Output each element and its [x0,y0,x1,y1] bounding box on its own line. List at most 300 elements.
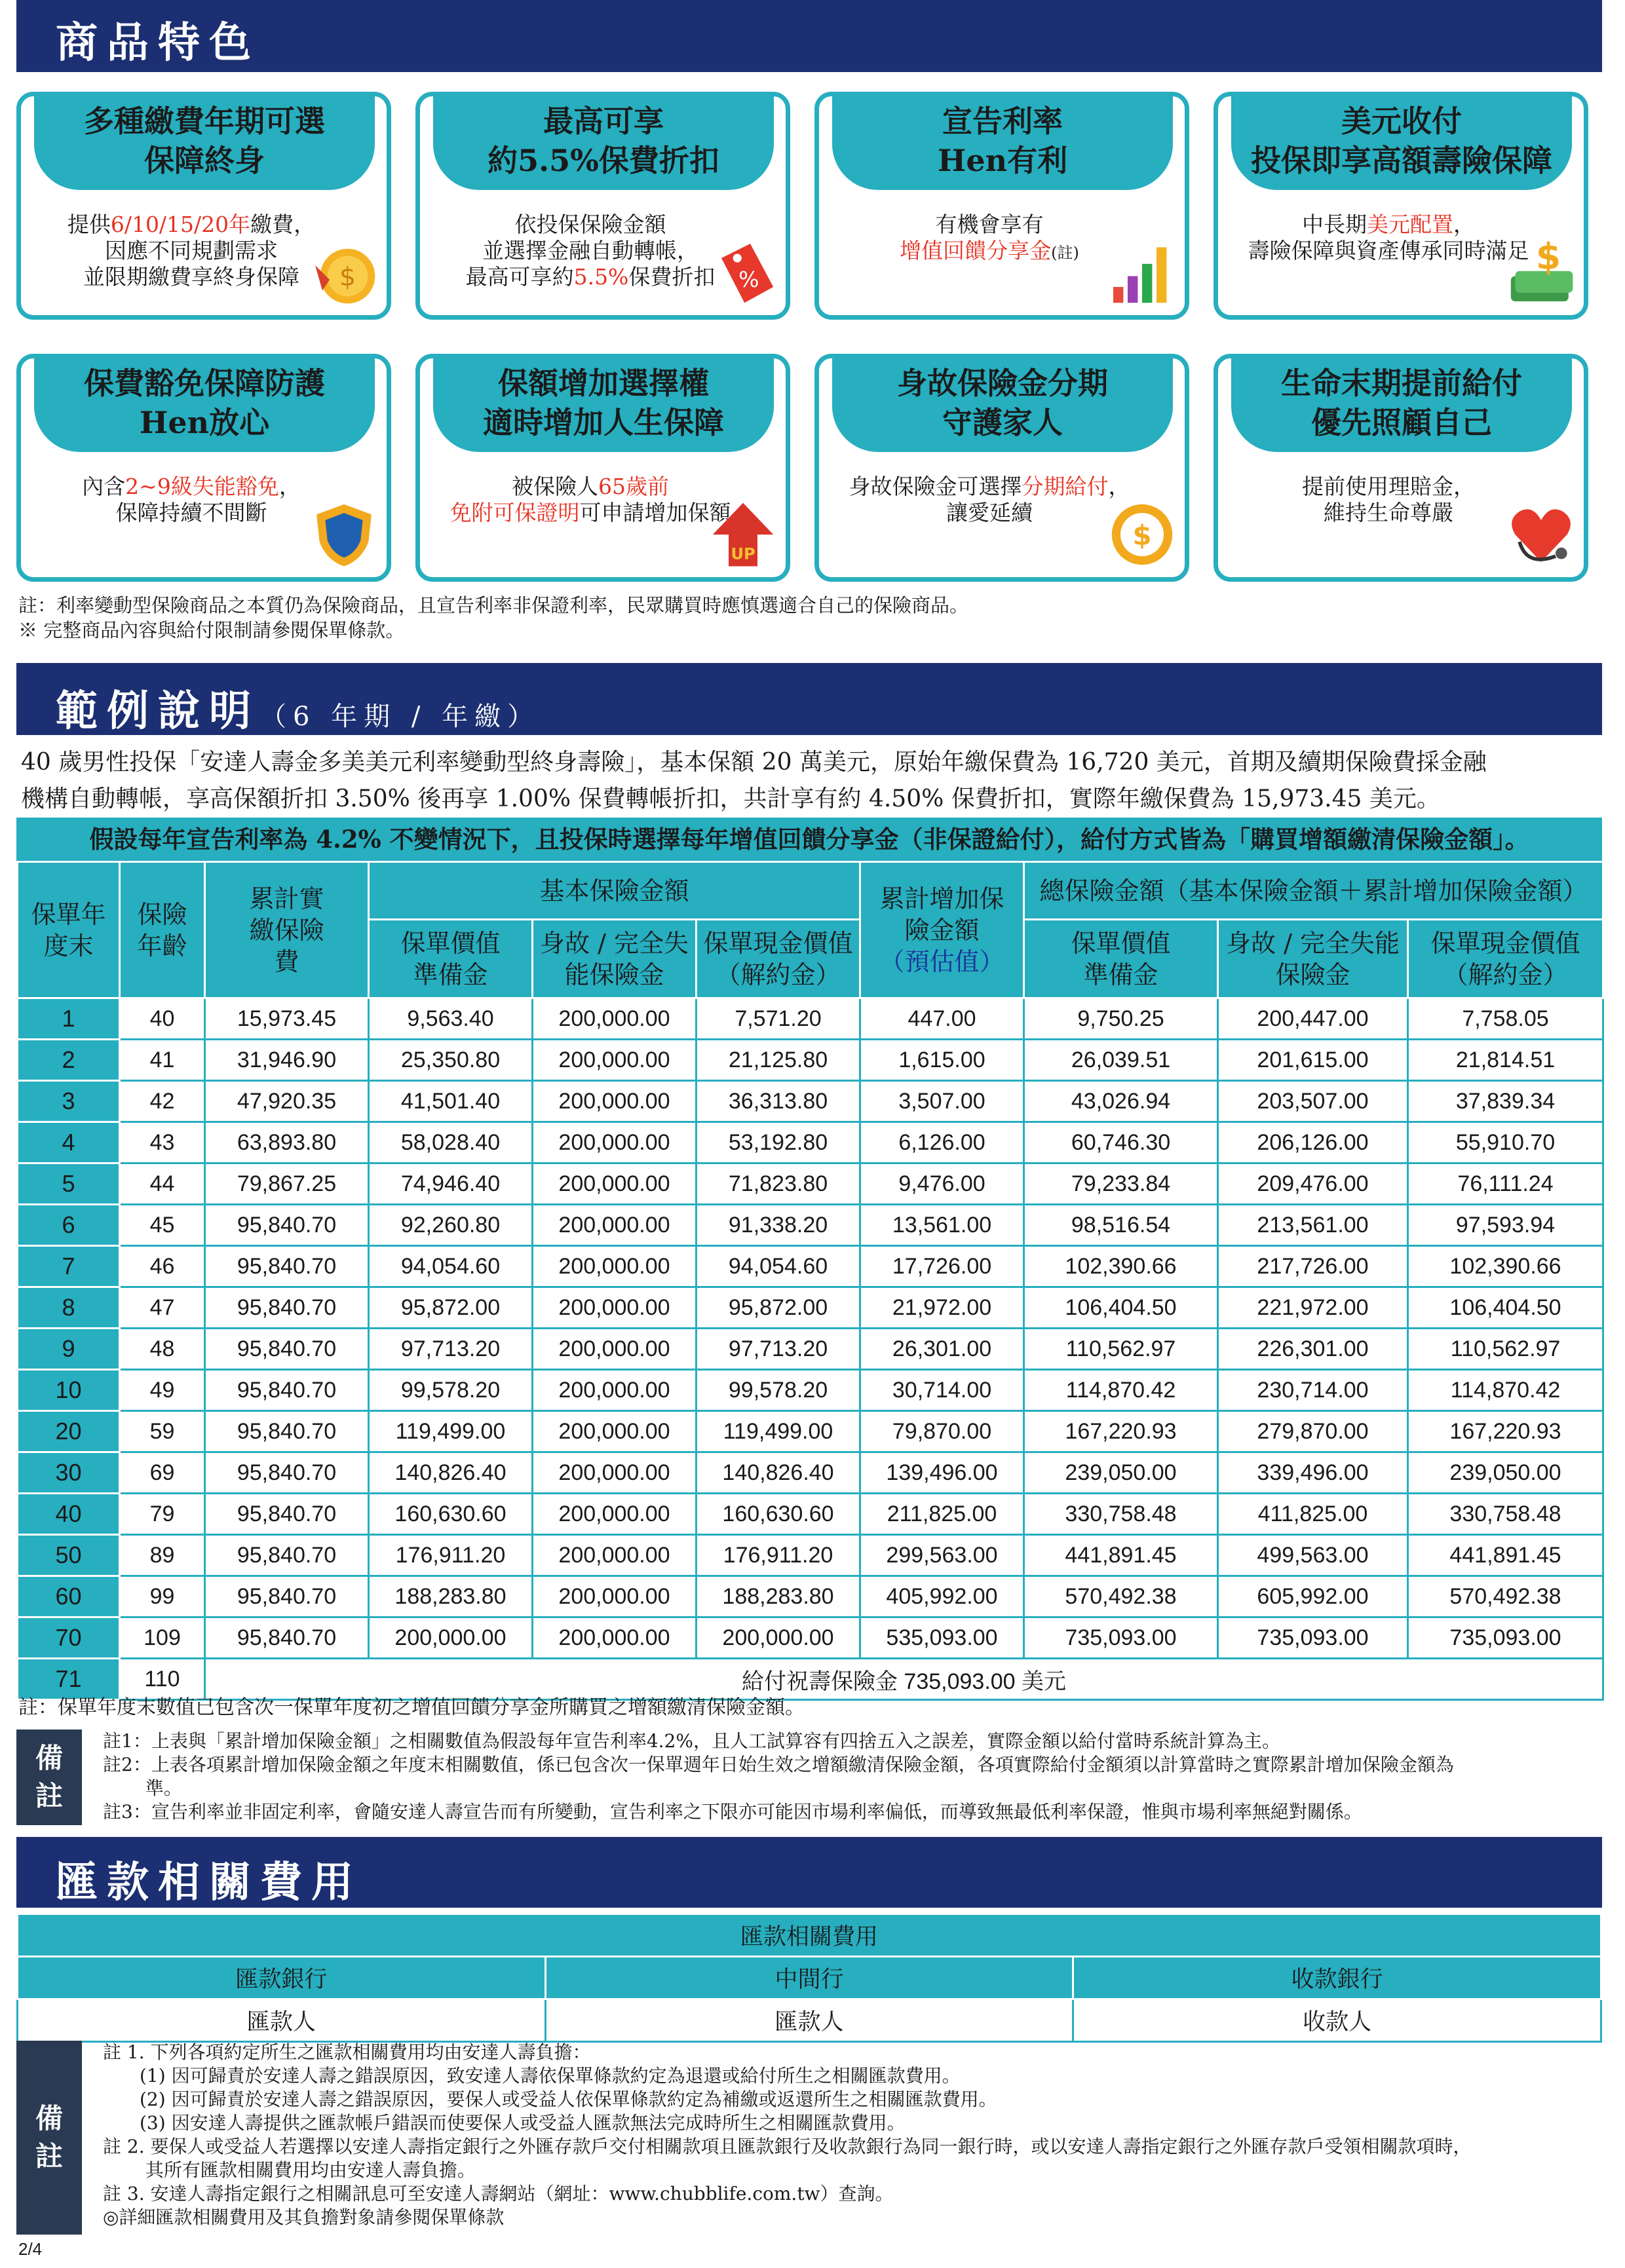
value-cell: 95,840.70 [205,1411,369,1452]
bar-chart-icon [1106,236,1178,309]
value-cell: 41,501.40 [369,1081,533,1122]
example-section-title [56,677,540,738]
table-row [18,998,1603,1040]
value-cell: 55,910.70 [1408,1122,1603,1163]
remark2-line: (2) 因可歸責於安達人壽之錯誤原因，要保人或受益人依保單條款約定為補繳或返還所生之相關匯款費用。 [103,2088,997,2110]
value-cell: 53,192.80 [697,1122,860,1163]
value-cell: 114,870.42 [1408,1370,1603,1411]
dollar-cash-icon [1505,236,1577,309]
feature-card-title-line: 身故保險金分期 [897,366,1108,401]
col-header-age: 保險年齡 [120,862,205,998]
highlight-text: 免附可保證明 [449,500,580,525]
value-cell: 25,350.80 [369,1040,533,1081]
value-cell: 9,750.25 [1024,998,1218,1040]
value-cell: 735,093.00 [1024,1617,1218,1659]
highlight-text: 6/10/15/20年 [110,212,251,237]
feature-card-body-line: 中長期美元配置， [1302,212,1475,237]
value-cell: 106,404.50 [1408,1287,1603,1329]
value-cell: 447.00 [860,998,1024,1040]
value-cell: 209,476.00 [1218,1163,1408,1205]
remarks-box-1 [16,1729,1602,1828]
table-row [18,1329,1603,1370]
col-header-basic-reserve: 保單價值準備金 [369,920,533,998]
remark1-line: 註3：宣告利率並非固定利率，會隨安達人壽宣告而有所變動，宣告利率之下限亦可能因市場利率偏低，而導致無最低利率保證，惟與市場利率無絕對關係。 [103,1801,1362,1823]
feature-card-title-line: 美元收付 [1341,104,1462,139]
feature-note-2: ※ 完整商品內容與給付限制請參閱保單條款。 [18,619,405,641]
feature-card-body-line: 被保險人65歲前 [512,474,669,499]
feature-card [814,92,1189,320]
age-cell: 59 [120,1411,205,1452]
value-cell: 15,973.45 [205,998,369,1040]
feature-card-body-line: 讓愛延續 [946,500,1033,525]
value-cell: 200,000.00 [533,1411,697,1452]
value-cell: 7,758.05 [1408,998,1603,1040]
col-header-basic-amount: 基本保險金額 [369,862,860,920]
value-cell: 570,492.38 [1024,1576,1218,1617]
age-cell: 79 [120,1494,205,1535]
value-cell: 97,713.20 [369,1329,533,1370]
col-header-total-amount: 總保險金額（基本保險金額＋累計增加保險金額） [1024,862,1603,920]
svg-text:$: $ [339,261,356,292]
value-cell: 43,026.94 [1024,1081,1218,1122]
feature-card-body-line: 有機會享有 [935,212,1044,237]
svg-text:$: $ [1535,236,1561,278]
age-cell: 46 [120,1246,205,1287]
heart-stethoscope-icon [1505,499,1577,571]
value-cell: 160,630.60 [697,1494,860,1535]
feature-card-body-line: 因應不同規劃需求 [105,238,278,263]
policy-year-cell: 1 [18,998,120,1040]
value-cell: 735,093.00 [1218,1617,1408,1659]
value-cell: 339,496.00 [1218,1452,1408,1494]
value-cell: 106,404.50 [1024,1287,1218,1329]
value-cell: 97,713.20 [697,1329,860,1370]
value-cell: 97,593.94 [1408,1205,1603,1246]
feature-card [1214,354,1588,582]
policy-year-cell: 9 [18,1329,120,1370]
remark1-line: 註1：上表與「累計增加保險金額」之相關數值為假設每年宣告利率4.2%，且人工試算容有四捨五入之誤差，實際金額以給付當時系統計算為主。 [103,1730,1280,1752]
value-cell: 570,492.38 [1408,1576,1603,1617]
feature-card-body [839,474,1140,526]
age-cell: 44 [120,1163,205,1205]
value-cell: 110,562.97 [1024,1329,1218,1370]
maturity-benefit-cell: 給付祝壽保險金 735,093.00 美元 [205,1659,1603,1700]
value-cell: 17,726.00 [860,1246,1024,1287]
value-cell: 200,000.00 [533,1329,697,1370]
age-cell: 89 [120,1535,205,1576]
feature-card-title-line: 適時增加人生保障 [483,405,724,440]
feature-card-title-line: 投保即享高額壽險保障 [1251,143,1552,178]
col-header-cumulative-premium: 累計實繳保險費 [205,862,369,998]
feature-card-body [440,474,741,526]
value-cell: 119,499.00 [369,1411,533,1452]
value-cell: 200,000.00 [533,998,697,1040]
value-cell: 95,840.70 [205,1535,369,1576]
table-row [18,1122,1603,1163]
value-cell: 21,814.51 [1408,1040,1603,1081]
age-cell: 110 [120,1659,205,1700]
value-cell: 330,758.48 [1408,1494,1603,1535]
value-cell: 92,260.80 [369,1205,533,1246]
remark2-line: (3) 因安達人壽提供之匯款帳戶錯誤而使要保人或受益人匯款無法完成時所生之相關匯款費用。 [103,2112,906,2134]
feature-card-body-line: 依投保保險金額 [514,212,666,237]
value-cell: 95,872.00 [697,1287,860,1329]
age-cell: 109 [120,1617,205,1659]
policy-year-cell: 10 [18,1370,120,1411]
value-cell: 200,000.00 [533,1287,697,1329]
feature-card-title-line: 宣告利率 [942,104,1063,139]
table-row [18,1246,1603,1287]
value-cell: 60,746.30 [1024,1122,1218,1163]
remark2-line: 註 3. 安達人壽指定銀行之相關訊息可至安達人壽網站（網址：www.chubblife.com.tw）查詢。 [103,2183,894,2204]
value-cell: 535,093.00 [860,1617,1024,1659]
value-cell: 735,093.00 [1408,1617,1603,1659]
value-cell: 114,870.42 [1024,1370,1218,1411]
feature-card-body-line: 並選擇金融自動轉帳， [482,238,698,263]
value-cell: 200,000.00 [533,1535,697,1576]
feature-card-body-line: 保障持續不間斷 [115,500,267,525]
value-cell: 200,447.00 [1218,998,1408,1040]
feature-card-body-line: 最高可享約5.5%保費折扣 [465,264,716,290]
fee-table [16,1913,1602,2043]
value-cell: 37,839.34 [1408,1081,1603,1122]
value-cell: 95,840.70 [205,1287,369,1329]
value-cell: 160,630.60 [369,1494,533,1535]
value-cell: 299,563.00 [860,1535,1024,1576]
feature-card-title-line: Hen有利 [937,143,1068,178]
value-cell: 200,000.00 [533,1163,697,1205]
value-cell: 58,028.40 [369,1122,533,1163]
age-cell: 69 [120,1452,205,1494]
table-row [18,1287,1603,1329]
remarks-label-char-1: 備 [35,1742,63,1774]
feature-card [1214,92,1588,320]
table-row [18,1452,1603,1494]
value-cell: 188,283.80 [697,1576,860,1617]
feature-card-title-line: 多種繳費年期可選 [84,104,325,139]
up-arrow-icon [707,499,779,571]
example-section-header [16,663,1602,735]
shield-icon [308,499,380,571]
age-cell: 47 [120,1287,205,1329]
value-cell: 279,870.00 [1218,1411,1408,1452]
value-cell: 188,283.80 [369,1576,533,1617]
col-header-total-cash: 保單現金價值（解約金） [1408,920,1603,998]
value-cell: 21,972.00 [860,1287,1024,1329]
value-cell: 91,338.20 [697,1205,860,1246]
value-cell: 201,615.00 [1218,1040,1408,1081]
table-row [18,1617,1603,1659]
page-number: 2/4 [18,2239,43,2259]
value-cell: 99,578.20 [697,1370,860,1411]
feature-card-title [1231,354,1572,452]
value-cell: 176,911.20 [697,1535,860,1576]
col-header-total-death: 身故 / 完全失能保險金 [1218,920,1408,998]
value-cell: 176,911.20 [369,1535,533,1576]
added-amount-estimate: （預估值） [879,947,1004,976]
value-cell: 6,126.00 [860,1122,1024,1163]
col-header-total-reserve: 保單價值準備金 [1024,920,1218,998]
remarks-box-2 [16,2041,1602,2237]
feature-card-title [832,92,1173,190]
value-cell: 200,000.00 [697,1617,860,1659]
table-row [18,1163,1603,1205]
feature-card-body [839,212,1140,266]
value-cell: 26,039.51 [1024,1040,1218,1081]
feature-card-body [440,212,741,290]
remark2-line: (1) 因可歸責於安達人壽之錯誤原因，致安達人壽依保單條款約定為退還或給付所生之相關匯款費用。 [103,2065,961,2087]
col-header-basic-death: 身故 / 完全失能保險金 [533,920,697,998]
feature-card-body-line: 並限期繳費享終身保障 [83,264,299,290]
feature-card-title-line: 守護家人 [942,405,1063,440]
remark2-line: ◎詳細匯款相關費用及其負擔對象請參閱保單條款 [103,2206,505,2228]
policy-year-cell: 6 [18,1205,120,1246]
feature-card-body-line: 提供6/10/15/20年繳費， [67,212,316,237]
feature-card-title-line: 生命末期提前給付 [1281,366,1522,401]
value-cell: 95,840.70 [205,1617,369,1659]
remarks-label-char-2: 註 [35,2140,63,2172]
age-cell: 40 [120,998,205,1040]
intro-line-1: 40 歲男性投保「安達人壽金多美美元利率變動型終身壽險」，基本保額 20 萬美元，原始年繳保費為 16,720 美元，首期及續期保險費採金融 [21,749,1487,776]
value-cell: 95,840.70 [205,1576,369,1617]
value-cell: 200,000.00 [533,1040,697,1081]
table-row [18,1370,1603,1411]
table-row-final [18,1659,1603,1700]
feature-card-body [41,474,342,526]
value-cell: 63,893.80 [205,1122,369,1163]
highlight-text: 65歲前 [598,474,669,499]
fee-col-intermediary-bank: 中間行 [545,1957,1073,1999]
value-cell: 119,499.00 [697,1411,860,1452]
feature-card-body-line: 壽險保障與資產傳承同時滿足 [1248,238,1529,263]
age-cell: 99 [120,1576,205,1617]
value-cell: 441,891.45 [1408,1535,1603,1576]
fee-table-caption: 匯款相關費用 [18,1914,1601,1957]
dollar-coin-icon [1106,499,1178,571]
value-cell: 95,840.70 [205,1452,369,1494]
highlight-text: 2~9級失能豁免 [125,474,279,499]
age-cell: 42 [120,1081,205,1122]
age-cell: 48 [120,1329,205,1370]
feature-card [814,354,1189,582]
policy-year-cell: 70 [18,1617,120,1659]
benefit-table [16,861,1604,1701]
feature-card-title-line: 優先照顧自己 [1311,405,1492,440]
value-cell: 200,000.00 [533,1370,697,1411]
value-cell: 71,823.80 [697,1163,860,1205]
value-cell: 200,000.00 [533,1452,697,1494]
feature-card-title [433,92,774,190]
remarks-text-2 [103,2041,1603,2229]
feature-card-body-line: 維持生命尊嚴 [1324,500,1453,525]
value-cell: 31,946.90 [205,1040,369,1081]
value-cell: 226,301.00 [1218,1329,1408,1370]
feature-card-body [1238,474,1539,526]
value-cell: 499,563.00 [1218,1535,1408,1576]
value-cell: 102,390.66 [1408,1246,1603,1287]
policy-year-cell: 2 [18,1040,120,1081]
highlight-text: 美元配置 [1367,212,1453,237]
col-header-basic-cash: 保單現金價值（解約金） [697,920,860,998]
value-cell: 13,561.00 [860,1205,1024,1246]
table-row [18,1411,1603,1452]
value-cell: 79,867.25 [205,1163,369,1205]
example-title-text: 範例說明 [56,687,260,736]
policy-year-cell: 71 [18,1659,120,1700]
feature-card-title-line: Hen放心 [139,405,270,440]
value-cell: 9,476.00 [860,1163,1024,1205]
value-cell: 21,125.80 [697,1040,860,1081]
feature-card [16,354,391,582]
fee-value-receiving: 收款人 [1073,1999,1601,2042]
feature-card-body-line: 身故保險金可選擇分期給付， [849,474,1130,499]
value-cell: 95,840.70 [205,1370,369,1411]
features-section-title: 商品特色 [56,18,260,67]
value-cell: 9,563.40 [369,998,533,1040]
value-cell: 79,233.84 [1024,1163,1218,1205]
value-cell: 140,826.40 [369,1452,533,1494]
fees-section-title: 匯款相關費用 [56,1858,362,1907]
policy-year-cell: 8 [18,1287,120,1329]
remark2-line: 註 2. 要保人或受益人若選擇以安達人壽指定銀行之外匯存款戶交付相關款項且匯款銀行及收款銀行為同一銀行時，或以安達人壽指定銀行之外匯存款戶受領相關款項時， [103,2136,1472,2157]
value-cell: 200,000.00 [533,1617,697,1659]
remark2-line: 註 1. 下列各項約定所生之匯款相關費用均由安達人壽負擔： [103,2041,591,2063]
value-cell: 79,870.00 [860,1411,1024,1452]
feature-card-title-line: 約5.5%保費折扣 [488,143,719,178]
feature-card-title-line: 最高可享 [543,104,664,139]
policy-year-cell: 20 [18,1411,120,1452]
policy-year-cell: 30 [18,1452,120,1494]
value-cell: 94,054.60 [369,1246,533,1287]
remark1-line: 註2：上表各項累計增加保險金額之年度末相關數值，係已包含次一保單週年日始生效之增額繳清保險金額，各項實際給付金額須以計算當時之實際累計增加保險金額為 [103,1754,1454,1775]
value-cell: 47,920.35 [205,1081,369,1122]
feature-card-body [1238,212,1539,264]
policy-year-cell: 7 [18,1246,120,1287]
table-footnote: 註：保單年度末數值已包含次一保單年度初之增值回饋分享金所購買之增額繳清保險金額。 [18,1696,805,1719]
features-section-header [16,0,1602,72]
value-cell: 211,825.00 [860,1494,1024,1535]
feature-card-title [34,92,375,190]
example-subtitle: （6 年期 / 年繳） [260,702,541,732]
feature-card [415,92,790,320]
percent-tag-icon [707,236,779,309]
policy-year-cell: 40 [18,1494,120,1535]
feature-card-title-line: 保費豁免保障防護 [84,366,325,401]
feature-card-title [34,354,375,452]
value-cell: 36,313.80 [697,1081,860,1122]
fee-col-receiving-bank: 收款銀行 [1073,1957,1601,1999]
value-cell: 441,891.45 [1024,1535,1218,1576]
value-cell: 30,714.00 [860,1370,1024,1411]
feature-card-title [832,354,1173,452]
svg-text:UP: UP [731,544,755,563]
value-cell: 330,758.48 [1024,1494,1218,1535]
value-cell: 213,561.00 [1218,1205,1408,1246]
value-cell: 95,840.70 [205,1246,369,1287]
value-cell: 1,615.00 [860,1040,1024,1081]
age-cell: 41 [120,1040,205,1081]
table-row [18,1040,1603,1081]
feature-card [415,354,790,582]
value-cell: 3,507.00 [860,1081,1024,1122]
value-cell: 203,507.00 [1218,1081,1408,1122]
value-cell: 239,050.00 [1024,1452,1218,1494]
remark1-line: 準。 [103,1777,182,1799]
fee-col-remitting-bank: 匯款銀行 [18,1957,546,1999]
col-header-added-amount [860,862,1024,998]
feature-card-body-line: 增值回饋分享金(註) [900,238,1079,263]
feature-card-body-line: 內含2~9級失能豁免， [82,474,301,499]
feature-card-body [41,212,342,290]
value-cell: 200,000.00 [533,1246,697,1287]
age-cell: 49 [120,1370,205,1411]
added-amount-label: 累計增加保險金額 [879,884,1004,945]
feature-card-body-line: 提前使用理賠金， [1302,474,1475,499]
fee-value-intermediary: 匯款人 [545,1999,1073,2042]
remarks-label-char-1: 備 [35,2102,63,2134]
value-cell: 76,111.24 [1408,1163,1603,1205]
value-cell: 217,726.00 [1218,1246,1408,1287]
policy-year-cell: 4 [18,1122,120,1163]
value-cell: 200,000.00 [369,1617,533,1659]
value-cell: 200,000.00 [533,1576,697,1617]
age-cell: 43 [120,1122,205,1163]
value-cell: 140,826.40 [697,1452,860,1494]
value-cell: 239,050.00 [1408,1452,1603,1494]
highlight-text: 增值回饋分享金 [900,238,1052,263]
policy-year-cell: 3 [18,1081,120,1122]
table-row [18,1494,1603,1535]
value-cell: 95,872.00 [369,1287,533,1329]
value-cell: 200,000.00 [533,1081,697,1122]
value-cell: 26,301.00 [860,1329,1024,1370]
feature-card-title-line: 保額增加選擇權 [498,366,709,401]
table-row [18,1535,1603,1576]
feature-card-title-line: 保障終身 [144,143,265,178]
value-cell: 200,000.00 [533,1122,697,1163]
value-cell: 95,840.70 [205,1329,369,1370]
policy-year-cell: 50 [18,1535,120,1576]
age-cell: 45 [120,1205,205,1246]
highlight-text: 分期給付 [1022,474,1109,499]
policy-year-cell: 60 [18,1576,120,1617]
feature-card [16,92,391,320]
value-cell: 411,825.00 [1218,1494,1408,1535]
fees-section-header [16,1837,1602,1908]
remarks-label-1 [16,1729,82,1825]
remarks-label-2 [16,2041,82,2235]
fee-value-remitting: 匯款人 [18,1999,546,2042]
value-cell: 605,992.00 [1218,1576,1408,1617]
value-cell: 94,054.60 [697,1246,860,1287]
feature-card-title [433,354,774,452]
example-intro [21,744,1607,818]
highlight-text: 5.5% [573,264,629,290]
policy-year-cell: 5 [18,1163,120,1205]
remark2-line: 其所有匯款相關費用均由安達人壽負擔。 [103,2159,476,2181]
value-cell: 167,220.93 [1408,1411,1603,1452]
table-row [18,1205,1603,1246]
value-cell: 200,000.00 [533,1494,697,1535]
feature-card-body-line: 免附可保證明可申請增加保額 [449,500,731,525]
svg-text:%: % [738,267,759,292]
value-cell: 405,992.00 [860,1576,1024,1617]
value-cell: 99,578.20 [369,1370,533,1411]
table-row [18,1081,1603,1122]
table-row [18,1576,1603,1617]
remarks-text-1 [103,1729,1603,1824]
value-cell: 98,516.54 [1024,1205,1218,1246]
